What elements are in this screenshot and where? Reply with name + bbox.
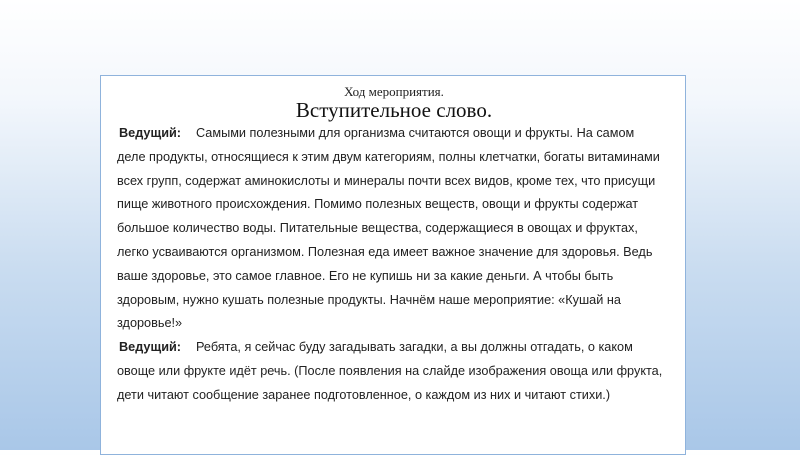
paragraph-line: деле продукты, относящиеся к этим двум категориям, полны клетчатки, богаты витаминами — [117, 149, 660, 164]
paragraph-line: здоровье!» — [117, 316, 183, 331]
paragraph-text: Ребята, я сейчас буду загадывать загадки, а вы должны отгадать, о каком — [196, 340, 633, 355]
paragraph-line: ваше здоровье, это самое главное. Его не купишь ни за какие деньги. А чтобы быть — [117, 268, 614, 283]
body-text — [117, 122, 691, 408]
paragraph-riddles — [117, 336, 691, 407]
paragraph-line: овоще или фрукте идёт речь. (После появления на слайде изображения овоща или фрукта, — [117, 363, 663, 378]
paragraph-line: дети читают сообщение заранее подготовленное, о каждом из них и читают стихи.) — [117, 387, 611, 402]
paragraph-text: Самыми полезными для организма считаются овощи и фрукты. На самом — [196, 126, 635, 140]
speaker-label: Ведущий: — [119, 340, 182, 355]
paragraph-line: всех групп, содержат аминокислоты и минералы почти всех видов, кроме тех, что присущи — [117, 173, 656, 188]
paragraph-line: здоровым, нужно кушать полезные продукты. Начнём наше мероприятие: «Кушай на — [117, 292, 621, 307]
speaker-label: Ведущий: — [119, 126, 182, 140]
paragraph-line — [117, 122, 691, 146]
paragraph-line: легко усваиваются организмом. Полезная еда имеет важное значение для здоровья. Ведь — [117, 244, 653, 259]
paragraph-line: большое количество воды. Питательные вещества, содержащиеся в овощах и фруктах, — [117, 221, 638, 236]
paragraph-intro — [117, 122, 691, 336]
slide-card — [100, 75, 686, 455]
paragraph-line — [117, 336, 691, 360]
section-title: Вступительное слово. — [295, 98, 493, 122]
event-heading: Ход мероприятия. — [344, 84, 444, 99]
paragraph-line: пище животного происхождения. Помимо полезных веществ, овощи и фрукты содержат — [117, 197, 639, 212]
